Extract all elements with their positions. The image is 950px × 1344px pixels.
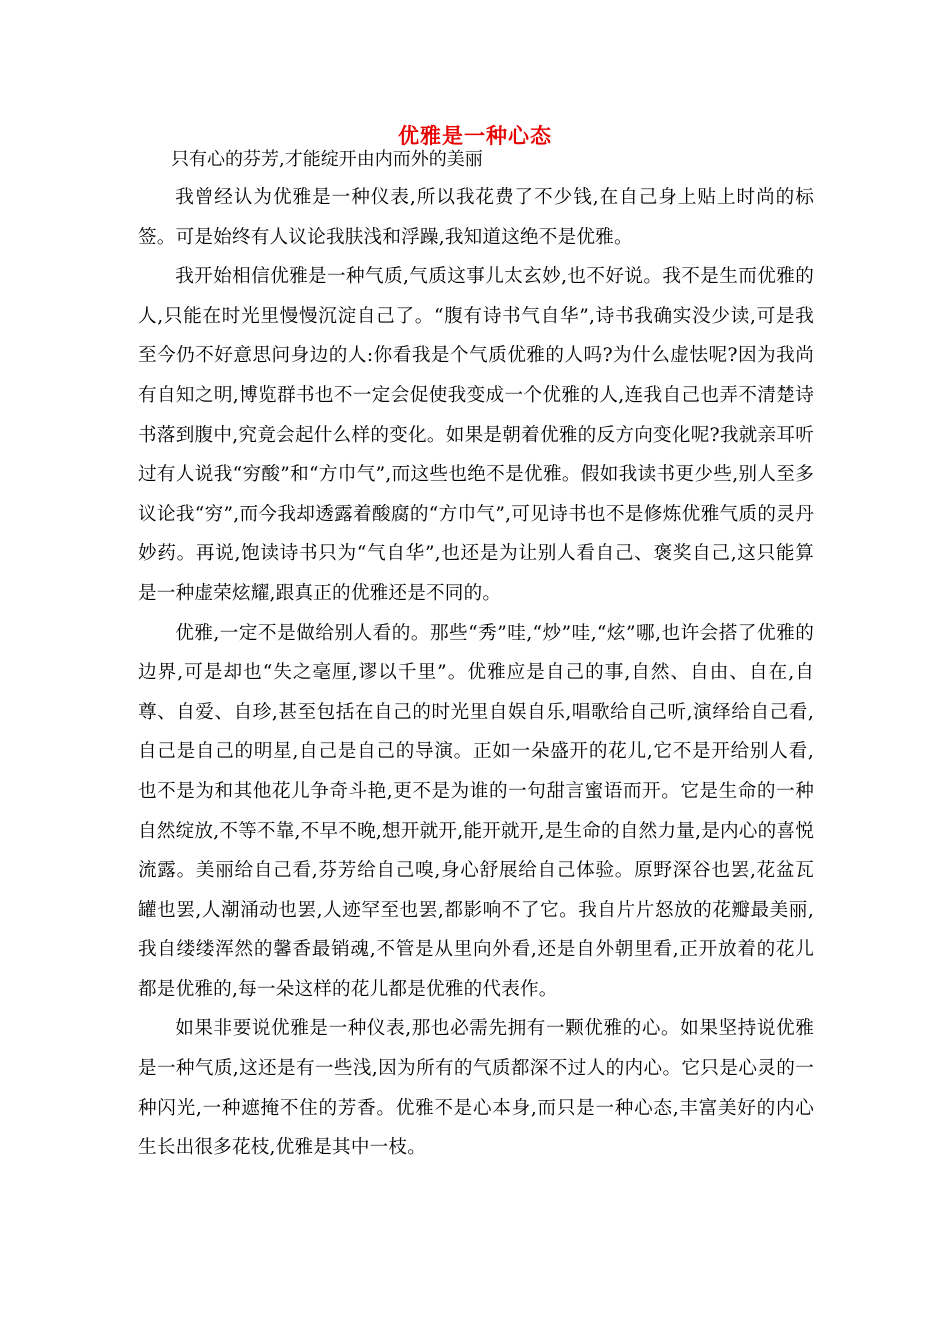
document-subtitle: 只有心的芬芳,才能绽开由内而外的美丽 [171, 149, 483, 170]
paragraph-1: 我曾经认为优雅是一种仪表,所以我花费了不少钱,在自己身上贴上时尚的标签。可是始终有人议论我肤浅和浮躁,我知道这绝不是优雅。 [138, 187, 814, 248]
document-body [138, 178, 814, 1168]
paragraph-4: 如果非要说优雅是一种仪表,那也必需先拥有一颗优雅的心。如果坚持说优雅是一种气质,这还是有一些浅,因为所有的气质都深不过人的内心。它只是心灵的一种闪光,一种遮掩不住的芳香。优雅不是心本身,而只是一种心态,丰富美好的内心生长出很多花枝,优雅是其中一枝。 [138, 1018, 814, 1159]
document-title: 优雅是一种心态 [398, 123, 552, 148]
paragraph-3: 优雅,一定不是做给别人看的。那些“秀”哇,“炒”哇,“炫”哪,也许会搭了优雅的边界,可是却也“失之毫厘,谬以千里”。优雅应是自己的事,自然、自由、自在,自尊、自爱、自珍,甚至包括在自己的时光里自娱自乐,唱歌给自己听,演绎给自己看,自己是自己的明星,自己是自己的导演。正如一朵盛开的花儿,它不是开给别人看,也不是为和其他花儿争奇斗艳,更不是为谁的一句甜言蜜语而开。它是生命的一种自然绽放,不等不靠,不早不晚,想开就开,能开就开,是生命的自然力量,是内心的喜悦流露。美丽给自己看,芬芳给自己嗅,身心舒展给自己体验。原野深谷也罢,花盆瓦罐也罢,人潮涌动也罢,人迹罕至也罢,都影响不了它。我自片片怒放的花瓣最美丽,我自缕缕浑然的馨香最销魂,不管是从里向外看,还是自外朝里看,正开放着的花儿都是优雅的,每一朵这样的花儿都是优雅的代表作。 [138, 622, 814, 1000]
paragraph-2: 我开始相信优雅是一种气质,气质这事儿太玄妙,也不好说。我不是生而优雅的人,只能在时光里慢慢沉淀自己了。“腹有诗书气自华”,诗书我确实没少读,可是我至今仍不好意思问身边的人:你看我是个气质优雅的人吗?为什么虚怯呢?因为我尚有自知之明,博览群书也不一定会促使我变成一个优雅的人,连我自己也弄不清楚诗书落到腹中,究竟会起什么样的变化。如果是朝着优雅的反方向变化呢?我就亲耳听过有人说我“穷酸”和“方巾气”,而这些也绝不是优雅。假如我读书更少些,别人至多议论我“穷”,而今我却透露着酸腐的“方巾气”,可见诗书也不是修炼优雅气质的灵丹妙药。再说,饱读诗书只为“气自华”,也还是为让别人看自己、褒奖自己,这只能算是一种虚荣炫耀,跟真正的优雅还是不同的。 [138, 266, 814, 604]
